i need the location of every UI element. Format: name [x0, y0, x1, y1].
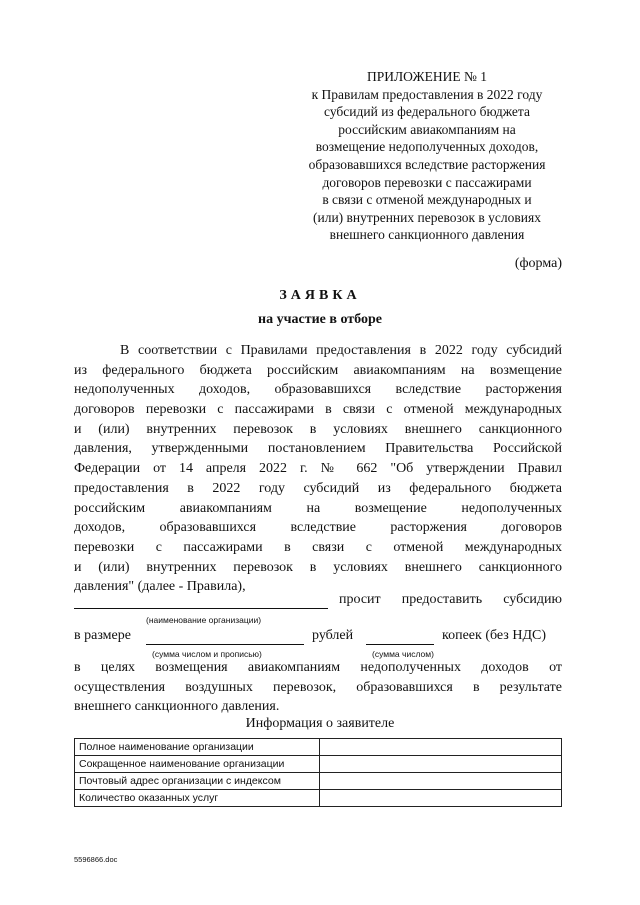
purpose-paragraph [74, 658, 562, 717]
body-line: из федерального бюджета российским авиакомпаниям на возмещение [74, 362, 562, 378]
appendix-line: в связи с отменой международных и [322, 192, 532, 208]
full-name-value-cell[interactable] [320, 739, 562, 756]
body-line: доходов, образовавшихся вследствие расторжения договоров [74, 520, 562, 536]
services-count-value-cell[interactable] [320, 790, 562, 807]
body-line: В соответствии с Правилами предоставления в 2022 году субсидий [120, 343, 562, 358]
request-row [74, 592, 562, 612]
appendix-line: (или) внутренних перевозок в условиях [313, 209, 541, 225]
purpose-line: в целях возмещения авиакомпаниям недополученных доходов от [74, 660, 562, 675]
appendix-header [292, 68, 562, 244]
table-row [75, 756, 562, 773]
body-line: и (или) внутренних перевозок в условиях внешнего санкционного [74, 559, 562, 575]
appendix-line: субсидий из федерального бюджета [324, 104, 530, 120]
table-row-label: Полное наименование организации [75, 739, 320, 756]
organization-name-caption: (наименование организации) [146, 615, 262, 625]
amount-number-caption: (сумма числом) [372, 649, 434, 659]
table-row [75, 739, 562, 756]
body-line: российским авиакомпаниям на возмещение недополученных [74, 500, 562, 516]
short-name-value-cell[interactable] [320, 756, 562, 773]
body-line: недополученных доходов, образовавшихся вследствие расторжения [74, 382, 562, 398]
purpose-line: внешнего санкционного давления. [74, 699, 280, 715]
body-line: давления" (далее - Правила), [74, 579, 246, 595]
appendix-line: договоров перевозки с пассажирами [322, 174, 532, 190]
appendix-line: к Правилам предоставления в 2022 году [311, 86, 543, 102]
document-title: ЗАЯВКА [279, 288, 361, 303]
body-line: давления, утвержденными постановлением Правительства Российской [74, 441, 562, 457]
body-paragraph [74, 341, 562, 597]
postal-address-value-cell[interactable] [320, 773, 562, 790]
body-line: перевозки с пассажирами в связи с отменой международных [74, 539, 562, 555]
body-line: и (или) внутренних перевозок в условиях внешнего санкционного [74, 421, 562, 437]
body-line: договоров перевозки с пассажирами в связи с отменой международных [74, 402, 562, 418]
purpose-line: осуществления воздушных перевозок, образовавшихся в результате [74, 679, 562, 695]
kopecks-number-field[interactable] [366, 628, 434, 645]
amount-prefix: в размере [74, 628, 131, 643]
appendix-line: российским авиакомпаниям на [338, 121, 516, 137]
applicant-info-heading: Информация о заявителе [245, 716, 395, 731]
applicant-info-table [74, 738, 562, 807]
document-subtitle: на участие в отборе [258, 312, 382, 327]
request-text: просит предоставить субсидию [339, 592, 562, 607]
table-row-label: Почтовый адрес организации с индексом [75, 773, 320, 790]
table-row [75, 790, 562, 807]
document-code: 5596866.doc [74, 855, 118, 864]
amount-words-field[interactable] [146, 628, 304, 645]
amount-row [74, 628, 562, 648]
appendix-line: образовавшихся вследствие расторжения [308, 156, 546, 172]
rubles-label: рублей [312, 628, 354, 643]
table-row [75, 773, 562, 790]
organization-name-field[interactable] [74, 592, 328, 609]
amount-words-caption: (сумма числом и прописью) [152, 649, 262, 659]
kopecks-label: копеек (без НДС) [442, 628, 546, 643]
body-line: предоставления в 2022 году субсидий из федерального бюджета [74, 480, 562, 496]
body-line: Федерации от 14 апреля 2022 г. № 662 "Об утверждении Правил [74, 461, 562, 477]
form-note: (форма) [514, 256, 562, 271]
appendix-line: внешнего санкционного давления [329, 227, 525, 243]
table-row-label: Количество оказанных услуг [75, 790, 320, 807]
table-row-label: Сокращенное наименование организации [75, 756, 320, 773]
appendix-line: ПРИЛОЖЕНИЕ № 1 [366, 69, 488, 84]
appendix-line: возмещение недополученных доходов, [315, 139, 539, 155]
